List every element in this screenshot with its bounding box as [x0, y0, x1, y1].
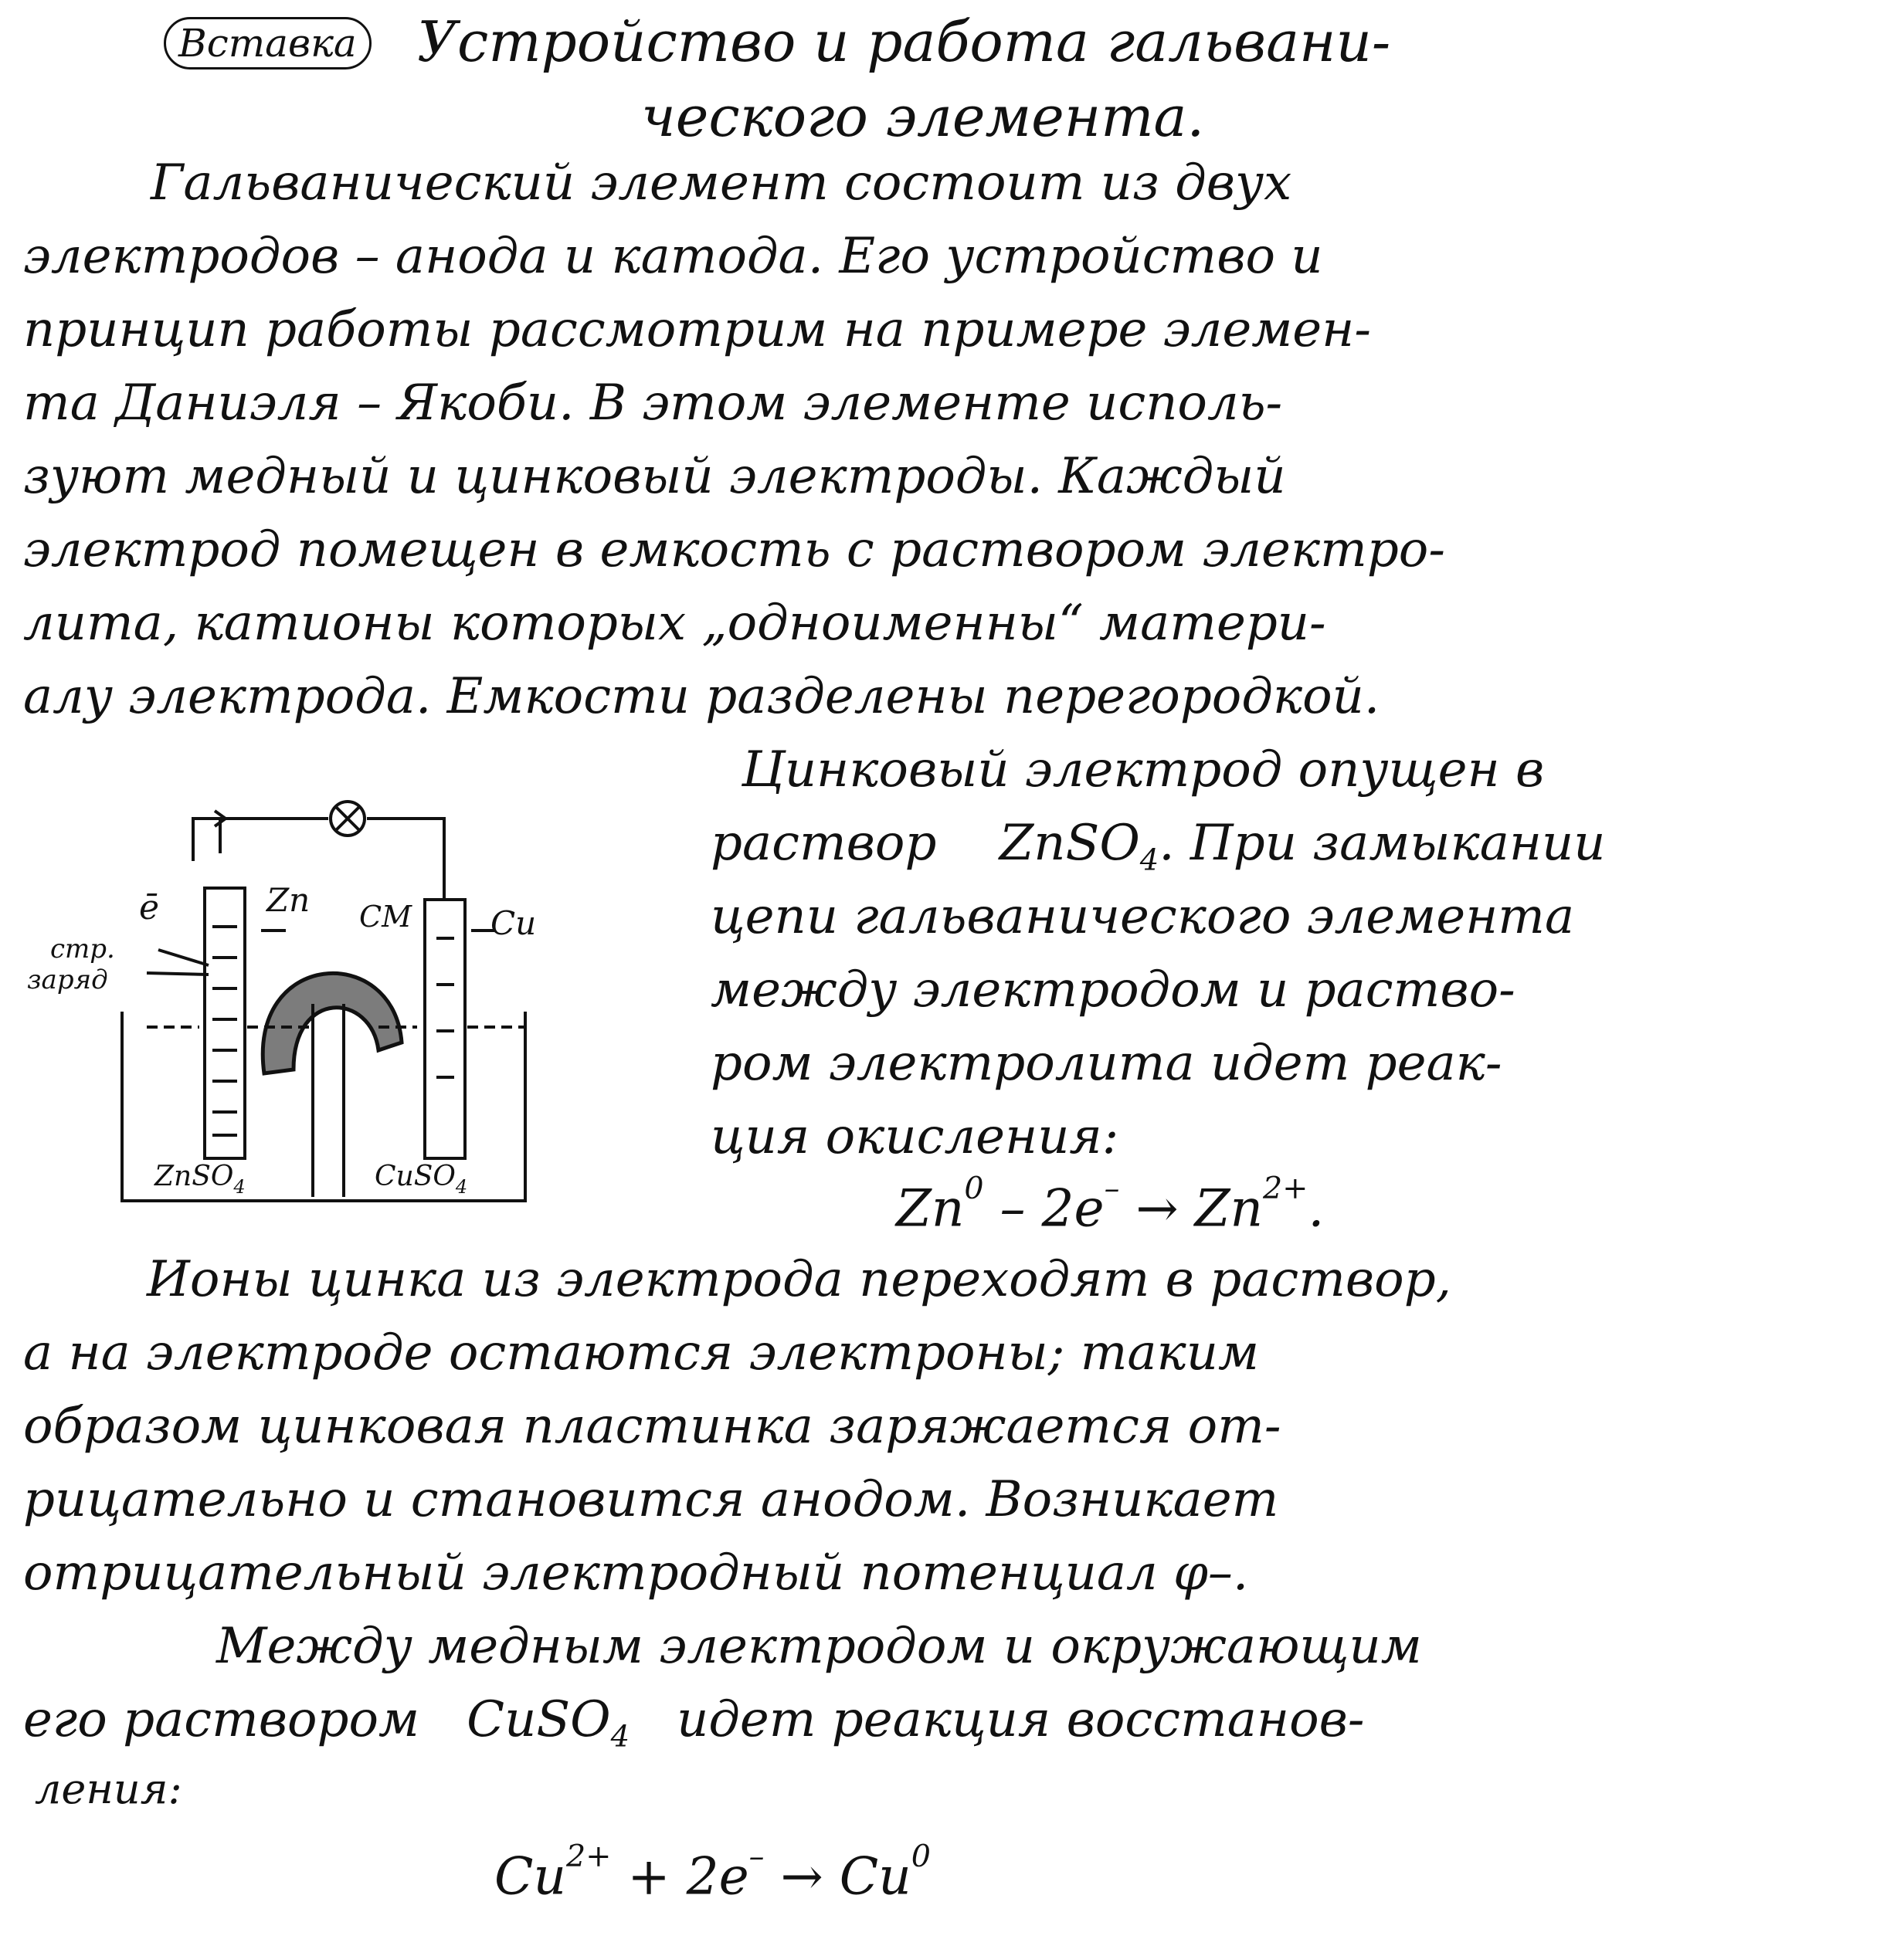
- title-line-1: Устройство и работа гальвани-: [417, 9, 1391, 74]
- right-line-1: Цинковый электрод опущен в: [742, 741, 1545, 798]
- body2-line-2: его раствором CuSO$_4$ идет реакция восстанов-: [23, 1691, 1365, 1754]
- body2-line-1: Между медным электродом и окружающим: [216, 1618, 1422, 1675]
- intro-line-4: та Даниэля – Якоби. В этом элементе исполь-: [23, 375, 1283, 432]
- side-label-pointer: [147, 950, 209, 975]
- znso4-solution-label: ZnSO$_4$: [154, 1161, 246, 1198]
- intro-line-1: Гальванический элемент состоит из двух: [151, 154, 1292, 212]
- cuso4-formula: CuSO: [467, 1691, 611, 1748]
- zinc-electrode: [205, 888, 245, 1158]
- side-label-2: заряд: [27, 965, 108, 995]
- right-line-4: между электродом и раство-: [711, 961, 1515, 1019]
- znso4-formula: ZnSO: [999, 815, 1140, 872]
- right-line-6: ция окисления:: [711, 1108, 1119, 1165]
- external-circuit-wire: [220, 819, 444, 900]
- galvanic-cell-diagram: [15, 772, 572, 1205]
- intro-line-3: принцип работы рассмотрим на примере элемен-: [23, 301, 1371, 358]
- body-line-4: рицательно и становится анодом. Возникает: [23, 1471, 1279, 1528]
- znso4-subscript: 4: [1139, 842, 1159, 878]
- body-line-3: образом цинковая пластинка заряжается от-: [23, 1398, 1281, 1455]
- reaction-oxidation: $Zn^0 - 2e^- \to Zn^{2+}$.: [896, 1171, 1325, 1239]
- right-line-2: [711, 815, 1606, 878]
- electron-label: ē: [139, 888, 160, 927]
- title-line-2: ческого элемента.: [641, 84, 1205, 149]
- partition: [313, 1004, 344, 1197]
- intro-line-7: лита, катионы которых „одноименны“ матери-: [23, 595, 1326, 652]
- intro-line-2: электродов – анода и катода. Его устройство и: [23, 228, 1323, 285]
- body-line-5: отрицательный электродный потенциал φ–.: [23, 1544, 1249, 1602]
- intro-line-5: зуют медный и цинковый электроды. Каждый: [23, 448, 1286, 505]
- salt-bridge-label: CM: [359, 900, 412, 934]
- body-line-1: Ионы цинка из электрода переходят в раствор,: [147, 1251, 1451, 1308]
- side-label-1: стр.: [50, 934, 115, 965]
- cuso4-solution-label: CuSO$_4$: [375, 1161, 468, 1198]
- body2-line-3: ления:: [35, 1765, 182, 1813]
- right-line-3: цепи гальванического элемента: [711, 888, 1575, 945]
- cu-electrode-label: Cu: [490, 904, 537, 942]
- right-line-2-word: раствор: [711, 815, 937, 872]
- right-line-5: ром электролита идет реак-: [711, 1035, 1502, 1092]
- right-line-2-rest: . При замыкании: [1159, 815, 1606, 872]
- reaction-reduction: $Cu^{2+} + 2e^- \to Cu^0$: [494, 1839, 931, 1907]
- salt-bridge: [263, 973, 402, 1073]
- body-line-2: а на электроде остаются электроны; таким: [23, 1324, 1260, 1382]
- insert-label: Вставка: [164, 17, 372, 70]
- intro-line-8: алу электрода. Емкости разделены перегородкой.: [23, 668, 1380, 725]
- intro-line-6: электрод помещен в емкость с раствором электро-: [23, 521, 1445, 578]
- zn-electrode-label: Zn: [266, 881, 311, 919]
